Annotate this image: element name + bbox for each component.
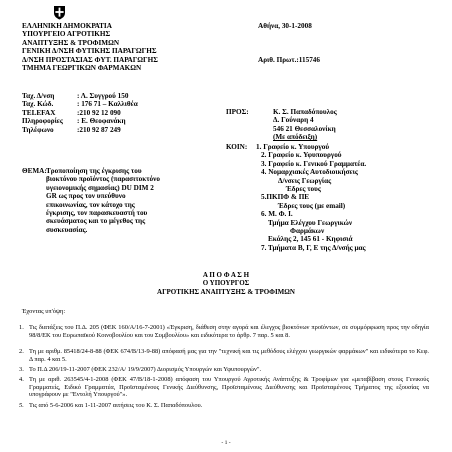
subject-line: βιοκτόνου προϊόντος (παρασιτοκτόνο: [46, 175, 160, 184]
paragraph-number: 4.: [19, 376, 24, 383]
paragraph-text: Τη με αριθμ. 85418/24-8-88 (ΦΕΚ 674/Β/13-9-88) απόφασή μας για την "τεχνική και τις μεθόδους ελέγχου γεωργικών φαρμάκων" και ειδικότερα το Κεφ. Δ παρ. 4 και 5.: [29, 348, 429, 363]
paragraph-number: 5.: [19, 402, 24, 409]
header-line: ΓΕΝΙΚΗ Δ/ΝΣΗ ΦΥΤΙΚΗΣ ΠΑΡΑΓΩΓΗΣ: [22, 47, 157, 56]
subject-label: ΘΕΜΑ:: [22, 167, 47, 175]
subject-line: επικοινωνίας, τον κάτοχο της: [46, 200, 135, 209]
contact-label: Πληροφορίες: [22, 117, 63, 126]
koin-item: 7. Τμήματα Β, Γ, Ε της Δ/νσής μας: [261, 243, 366, 252]
contact-label: TELEFAX: [22, 108, 56, 117]
paragraph-text: Τη με αριθ. 263545/4-1-2008 (ΦΕΚ 47/Β/18-1-2008) απόφαση του Υπουργού Αγροτικής Ανάπτυξης & Τροφίμων για «μεταβίβαση στους Γενικούς Γραμματείς, Ειδικό Γραμματέα, Προϊσταμένους Γενικής Διεύθυνσης, Προϊσταμένους Διεύθυνσης και Προϊσταμένους Τμήματος της εξουσίας να υπογράφουν με "Εντολή Υπουργού"».: [29, 376, 429, 399]
contact-label: Τηλέφωνο: [22, 125, 54, 134]
paragraph: [19, 324, 429, 339]
subject-line: Τροποποίηση της έγκρισης του: [46, 167, 142, 175]
koin-item: 6. Μ. Φ. Ι.: [261, 210, 293, 219]
paragraph-number: 3.: [19, 366, 24, 373]
contact-label: Ταχ. Δ/νση: [22, 92, 55, 100]
subject-line: σκευάσματος και το μέγεθος της: [46, 217, 146, 226]
header-left: [22, 22, 158, 72]
paragraph-text: Τις από 5-6-2006 και 1-11-2007 αιτήσεις του Κ. Σ. Παπαδόπουλου.: [29, 402, 203, 409]
decision-subtitle-2: ΑΓΡΟΤΙΚΗΣ ΑΝΑΠΤΥΞΗΣ & ΤΡΟΦΙΜΩΝ: [157, 288, 295, 296]
decision-title: Α Π Ο Φ Α Σ Η: [202, 271, 250, 279]
koin-item: Τμήμα Ελέγχου Γεωργικών: [268, 218, 353, 227]
koin-item: 1. Γραφείο κ. Υπουργού: [256, 143, 330, 151]
koin-item: 4. Νομαρχιακές Αυτοδιοικήσεις: [261, 168, 358, 177]
greek-coat-of-arms-icon: [53, 5, 66, 20]
koin-item: 3. Γραφείο κ. Γενικού Γραμματέα.: [261, 159, 367, 168]
protocol-number: Αριθ. Πρωτ.:115746: [258, 56, 320, 64]
header-line: Δ/ΝΣΗ ΠΡΟΣΤΑΣΙΑΣ ΦΥΤ. ΠΑΡΑΓΩΓΗΣ: [22, 55, 158, 64]
paragraph-text: Το Π.Δ 206/19-11-2007 (ΦΕΚ 232/Α/ 19/9/2007) Διορισμός Υπουργών και Υφυπουργών".: [29, 366, 262, 373]
contact-value: : Λ. Συγγρού 150: [77, 92, 129, 100]
paragraph: [19, 366, 429, 374]
paragraph-text: Τις διατάξεις του Π.Δ. 205 (ΦΕΚ 160/Α/16-7-2001) «Έγκριση, διάθεση στην αγορά και έλεγχος βιοκτόνων προϊόντων, σε συμμόρφωση προς την οδηγία 98/8/ΕΚ του Ευρωπαϊκού Κοινοβουλίου και του Συμβουλίου» και ειδικότερα το άρθρ. 7 παρ. 5 και 8.: [29, 324, 429, 339]
subject-line: συσκευασίας.: [46, 225, 88, 234]
koin-item: Δ/νσεις Γεωργίας: [278, 176, 332, 185]
pros-label: ΠΡΟΣ:: [226, 108, 249, 116]
contact-value: : Ε. Θεοφανάκη: [77, 117, 126, 126]
subject-line: υγειονομικής σημασίας) DU DIM 2: [46, 183, 154, 192]
contact-row: [22, 117, 172, 125]
decision-subtitle: Ο ΥΠΟΥΡΓΟΣ: [202, 279, 250, 287]
koin-item: 5.ΠΚΠΦ & ΠΕ: [261, 193, 310, 202]
considering-label: Έχοντας υπ'όψη:: [22, 308, 66, 315]
recipient-block: [273, 108, 337, 142]
contact-block: [22, 92, 172, 134]
contact-value: :210 92 87 249: [77, 125, 121, 134]
recipient-line: Κ. Σ. Παπαδόπουλος: [273, 108, 337, 116]
subject-line: έγκρισης, τον παρασκευαστή του: [46, 209, 148, 218]
koin-item: Φαρμάκων: [290, 227, 325, 236]
paragraph-number: 1.: [19, 324, 24, 331]
contact-row: [22, 109, 172, 117]
subject-line: GR ως προς τον υπεύθυνο: [46, 192, 126, 201]
contact-value: : 176 71 – Καλλιθέα: [77, 100, 138, 109]
koin-item: Έδρες τους (με email): [278, 201, 346, 210]
paragraph-number: 2.: [19, 348, 24, 355]
koin-item: 2. Γραφείο κ. Υφυπουργού: [261, 151, 342, 160]
contact-value: :210 92 12 090: [77, 108, 121, 117]
recipient-note: (Με απόδειξη): [273, 133, 318, 142]
header-line: ΥΠΟΥΡΓΕΙΟ ΑΓΡΟΤΙΚΗΣ: [22, 30, 111, 39]
koin-label: ΚΟΙΝ:: [226, 143, 248, 151]
header-line: ΤΜΗΜΑ ΓΕΩΡΓΙΚΩΝ ΦΑΡΜΑΚΩΝ: [22, 64, 142, 73]
koin-list: [256, 143, 366, 252]
recipient-line: Δ. Γούναρη 4: [273, 116, 314, 125]
paragraph: [19, 348, 429, 363]
document-date: Αθήνα, 30-1-2008: [258, 22, 312, 30]
koin-item: Έδρες τους: [286, 185, 321, 194]
header-line: ΑΝΑΠΤΥΞΗΣ & ΤΡΟΦΙΜΩΝ: [22, 38, 120, 47]
page-number: - 1 -: [221, 440, 231, 446]
subject-text: [46, 167, 160, 234]
paragraph: [19, 376, 429, 399]
contact-label: Ταχ. Κώδ.: [22, 100, 54, 109]
header-line: ΕΛΛΗΝΙΚΗ ΔΗΜΟΚΡΑΤΙΑ: [22, 22, 112, 30]
contact-row: [22, 126, 172, 134]
koin-item: Εκάλης 2, 145 61 - Κηφισιά: [268, 235, 353, 244]
contact-row: [22, 100, 172, 108]
paragraph: [19, 402, 429, 410]
recipient-line: 546 21 Θεσσαλονίκη: [273, 124, 336, 133]
